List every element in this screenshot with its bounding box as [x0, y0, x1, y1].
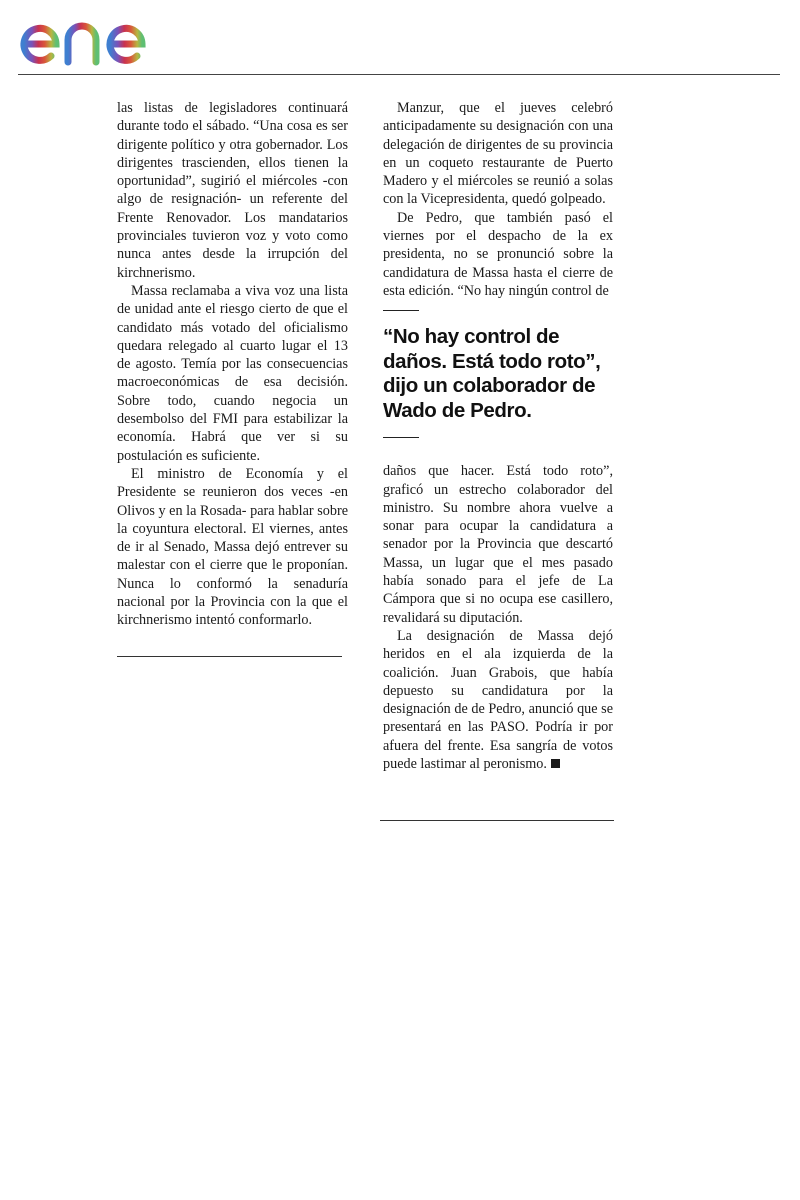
paragraph: De Pedro, que también pasó el viernes por el despacho de la ex presidenta, no se pronunció sobre la candidatura de Massa hasta el cierre de esta edición. “No hay ningún control de: [383, 209, 613, 299]
paragraph: Manzur, que el jueves celebró anticipadamente su designación con una delegación de dirigentes de su provincia en un coqueto restaurante de Puerto Madero y el miércoles se reunió a solas con la Vicepresidenta, quedó golpeado.: [383, 100, 613, 208]
paragraph: Massa reclamaba a viva voz una lista de unidad ante el riesgo cierto de que el candidato más votado del oficialismo quedara relegado al cuarto lugar el 13 de agosto. Temía por las consecuencias macroeconómicas de esa decisión. Sobre todo, cuando negocia un desembolso del FMI para estabilizar la economía. Habrá que ver si su postulación es suficiente.: [117, 282, 348, 464]
article-column-right: [383, 99, 613, 773]
column-end-rule: [380, 820, 614, 821]
paragraph: las listas de legisladores continuará durante todo el sábado. “Una cosa es ser dirigente político y otra gobernador. Los dirigentes trascienden, ellos tienen la oportunidad”, sugirió el miércoles -con algo de resignación- un referente del Frente Renovador. Los mandatarios provinciales tuvieron voz y voto como nunca antes desde la irrupción del kirchnerismo.: [117, 100, 348, 281]
header-divider: [18, 74, 780, 75]
pull-quote: “No hay control de daños. Está todo roto”, dijo un colaborador de Wado de Pedro.: [383, 325, 601, 422]
paragraph: El ministro de Economía y el Presidente se reunieron dos veces -en Olivos y en la Rosada- para hablar sobre la coyuntura electoral. El viernes, antes de ir al Senado, Massa dejó entrever su malestar con el cierre que le proponían. Nunca lo conformó la senaduría nacional por la Provincia con la que el kirchnerismo intentó conformarlo.: [117, 465, 348, 629]
pull-quote-rule-bottom: [383, 437, 419, 438]
paragraph: daños que hacer. Está todo roto”, graficó un estrecho colaborador del ministro. Su nombre ahora vuelve a sonar para ocupar la candidatura a senador por la Provincia que descartó Massa, un lugar que el mes pasado había sonado para el jefe de La Cámpora que si no ocupa ese casillero, revalidará su diputación.: [383, 463, 613, 626]
column-end-rule: [117, 656, 342, 657]
end-mark-icon: [551, 759, 560, 768]
article-column-left: [117, 99, 348, 630]
pull-quote-rule-top: [383, 310, 419, 311]
paragraph-text: La designación de Massa dejó heridos en el ala izquierda de la coalición. Juan Grabois, que había depuesto su candidatura por la designación de de Pedro, anunció que se presentará en las PASO. Podría ir por afuera del frente. Esa sangría de votos puede lastimar al peronismo.: [383, 627, 613, 773]
enel-logo: [18, 6, 183, 66]
paragraph-last: [383, 627, 613, 773]
